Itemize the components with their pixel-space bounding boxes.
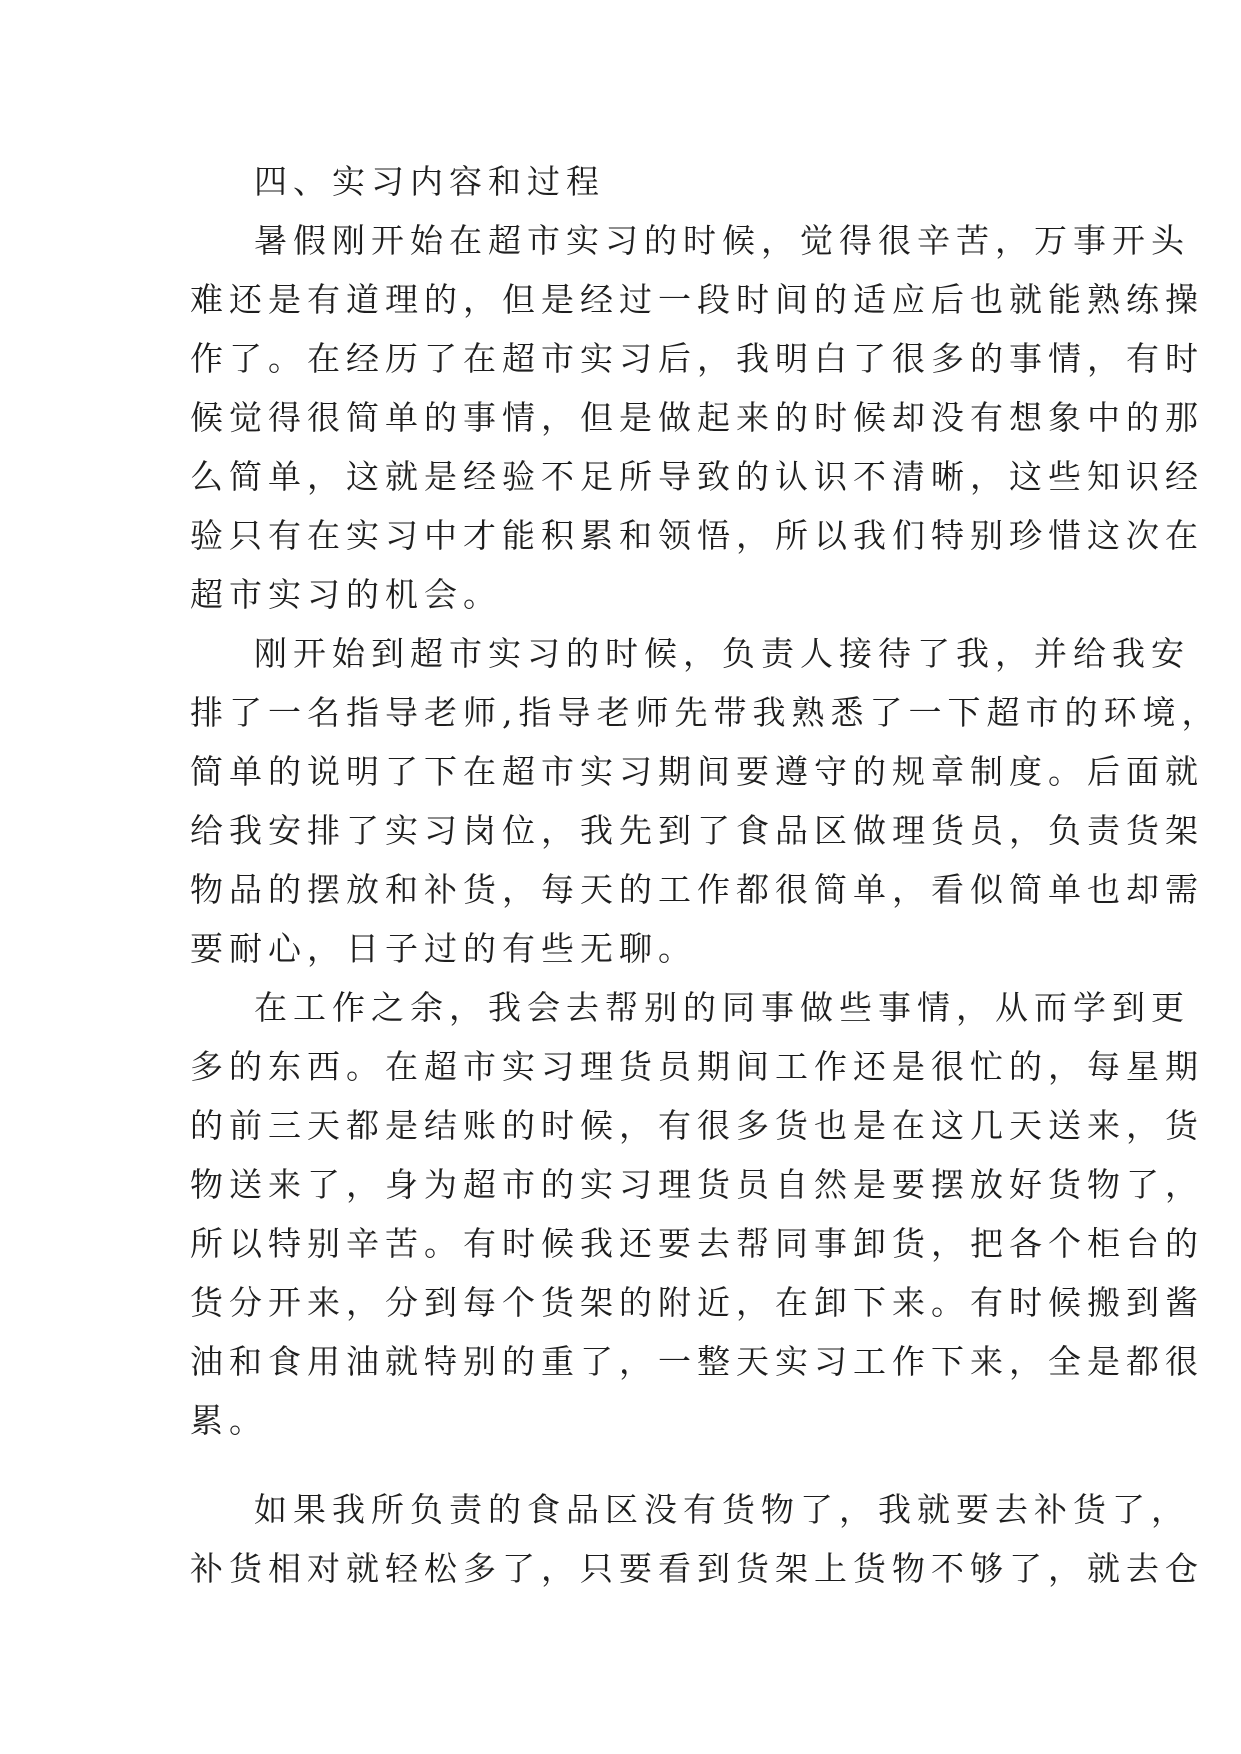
text-line: 累。 bbox=[190, 1401, 268, 1440]
text-line: 难还是有道理的，但是经过一段时间的适应后也就能熟练操 bbox=[190, 280, 1204, 319]
paragraph bbox=[190, 624, 1221, 978]
text-line: 在工作之余，我会去帮别的同事做些事情，从而学到更 bbox=[254, 988, 1190, 1027]
text-line: 作了。在经历了在超市实习后，我明白了很多的事情，有时 bbox=[190, 339, 1204, 378]
text-line: 超市实习的机会。 bbox=[190, 575, 502, 614]
text-line: 货分开来，分到每个货架的附近，在卸下来。有时候搬到酱 bbox=[190, 1283, 1204, 1322]
text-line: 要耐心，日子过的有些无聊。 bbox=[190, 929, 697, 968]
text-line: 刚开始到超市实习的时候，负责人接待了我，并给我安 bbox=[254, 634, 1190, 673]
text-line: 物送来了，身为超市的实习理货员自然是要摆放好货物了， bbox=[190, 1165, 1204, 1204]
text-line: 么简单，这就是经验不足所导致的认识不清晰，这些知识经 bbox=[190, 457, 1204, 496]
text-line: 补货相对就轻松多了，只要看到货架上货物不够了，就去仓 bbox=[190, 1549, 1204, 1588]
text-line: 暑假刚开始在超市实习的时候，觉得很辛苦，万事开头 bbox=[254, 221, 1190, 260]
text-line: 多的东西。在超市实习理货员期间工作还是很忙的，每星期 bbox=[190, 1047, 1204, 1086]
text-line: 物品的摆放和补货，每天的工作都很简单，看似简单也却需 bbox=[190, 870, 1204, 909]
text-line: 简单的说明了下在超市实习期间要遵守的规章制度。后面就 bbox=[190, 752, 1204, 791]
paragraph-spacer bbox=[190, 1450, 1090, 1480]
section-heading: 四、实习内容和过程 bbox=[254, 162, 605, 201]
text-line: 油和食用油就特别的重了，一整天实习工作下来，全是都很 bbox=[190, 1342, 1204, 1381]
text-line: 给我安排了实习岗位，我先到了食品区做理货员，负责货架 bbox=[190, 811, 1204, 850]
paragraph bbox=[190, 978, 1204, 1450]
text-line: 如果我所负责的食品区没有货物了，我就要去补货了， bbox=[254, 1490, 1190, 1529]
text-line: 候觉得很简单的事情，但是做起来的时候却没有想象中的那 bbox=[190, 398, 1204, 437]
body-text bbox=[190, 152, 1221, 1598]
text-line: 排了一名指导老师,指导老师先带我熟悉了一下超市的环境， bbox=[190, 693, 1221, 732]
text-line: 验只有在实习中才能积累和领悟，所以我们特别珍惜这次在 bbox=[190, 516, 1204, 555]
paragraph-list bbox=[190, 211, 1221, 1598]
paragraph bbox=[190, 211, 1204, 624]
text-line: 的前三天都是结账的时候，有很多货也是在这几天送来，货 bbox=[190, 1106, 1204, 1145]
text-line: 所以特别辛苦。有时候我还要去帮同事卸货，把各个柜台的 bbox=[190, 1224, 1204, 1263]
paragraph bbox=[190, 1480, 1204, 1598]
